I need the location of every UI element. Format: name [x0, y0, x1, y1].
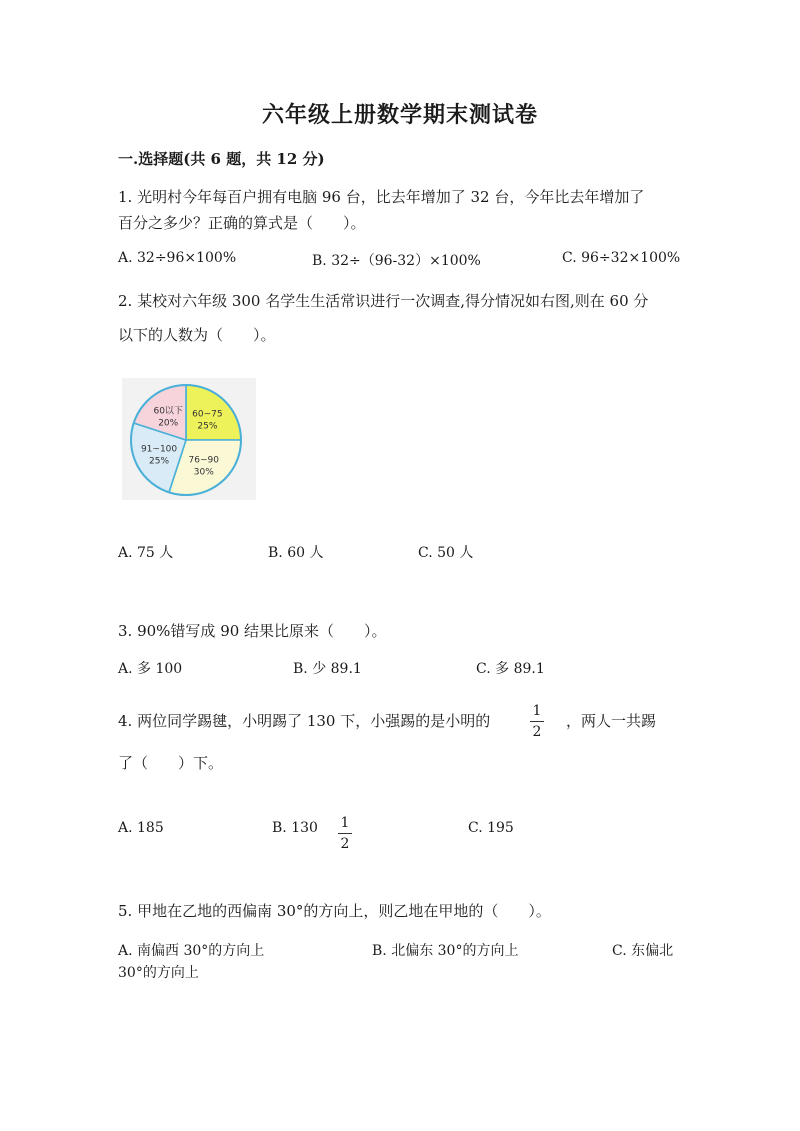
q3-option-b: B. 少 89.1 [293, 661, 362, 677]
q5-option-c: C. 东偏北 [612, 943, 674, 959]
section-heading: 一.选择题(共 6 题，共 12 分) [118, 150, 325, 168]
fraction-numerator: 1 [530, 704, 544, 722]
pie-slice-percent: 25% [197, 421, 218, 432]
q2-option-a: A. 75 人 [118, 545, 174, 561]
pie-slice-percent: 25% [149, 456, 170, 467]
q2-line2: 以下的人数为（ ）。 [118, 326, 276, 344]
q1-line1: 1. 光明村今年每百户拥有电脑 96 台，比去年增加了 32 台，今年比去年增加了 [118, 188, 645, 206]
q2-option-b: B. 60 人 [268, 545, 324, 561]
q1-line2: 百分之多少？正确的算式是（ ）。 [118, 214, 366, 232]
q4-option-a: A. 185 [118, 820, 164, 836]
q4-line2: 了（ ）下。 [118, 754, 224, 772]
q2-line1: 2. 某校对六年级 300 名学生生活常识进行一次调查,得分情况如右图,则在 60 分 [118, 292, 649, 310]
pie-slice-label: 60以下 [153, 406, 183, 417]
q4-option-b-fraction [338, 816, 352, 851]
fraction-denominator: 2 [340, 836, 350, 852]
pie-chart [122, 378, 256, 500]
q3-option-c: C. 多 89.1 [476, 661, 545, 677]
page-title: 六年级上册数学期末测试卷 [261, 102, 538, 128]
q1-option-a: A. 32÷96×100% [118, 250, 237, 266]
q1-option-c: C. 96÷32×100% [562, 250, 681, 266]
q3-option-a: A. 多 100 [118, 661, 183, 677]
q5-option-a: A. 南偏西 30°的方向上 [118, 943, 265, 959]
pie-slice-label: 76~90 [188, 455, 220, 466]
fraction-denominator: 2 [532, 724, 542, 740]
q5-option-c-continued: 30°的方向上 [118, 965, 199, 981]
q5-option-b: B. 北偏东 30°的方向上 [372, 943, 519, 959]
q4-option-b: B. 130 [272, 820, 318, 836]
q4-fraction [530, 704, 544, 739]
q4-option-c: C. 195 [468, 820, 514, 836]
q4-line1-part2: ，两人一共踢 [566, 712, 657, 730]
fraction-numerator: 1 [338, 816, 352, 834]
pie-slice-percent: 20% [158, 418, 179, 429]
q1-option-b: B. 32÷（96-32）×100% [312, 253, 481, 269]
q4-line1-part1: 4. 两位同学踢毽，小明踢了 130 下，小强踢的是小明的 [118, 712, 491, 730]
q2-option-c: C. 50 人 [418, 545, 474, 561]
pie-slice-percent: 30% [193, 467, 214, 478]
q5-line1: 5. 甲地在乙地的西偏南 30°的方向上，则乙地在甲地的（ ）。 [118, 902, 551, 920]
pie-chart-figure [122, 378, 256, 500]
q3-line1: 3. 90%错写成 90 结果比原来（ ）。 [118, 622, 387, 640]
pie-slice-label: 60~75 [192, 409, 223, 420]
pie-slice-label: 91~100 [140, 444, 178, 455]
